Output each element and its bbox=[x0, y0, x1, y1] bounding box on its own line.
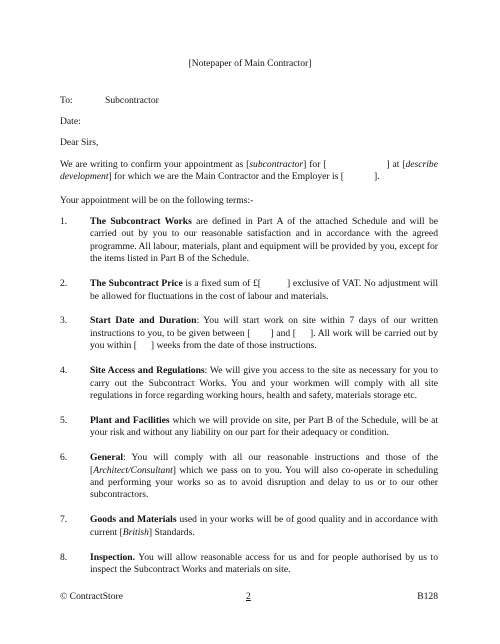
intro-paragraph: We are writing to confirm your appointment as [subcontractor] for [ ] at [describe development] for which we are the Main Contractor and the Employer is [ ]. bbox=[60, 159, 438, 183]
term-8 bbox=[60, 552, 438, 577]
term-text: Site Access and Regulations: We will give you access to the site as necessary for you to carry out the Subcontract Works. You and your workmen will comply with all site regulations in force regarding working hours, health and safety, materials storage etc. bbox=[90, 365, 439, 401]
footer-copyright: © ContractStore bbox=[60, 591, 123, 602]
term-text: Inspection. You will allow reasonable access for us and for people authorised by us to inspect the Subcontract Works and materials on site. bbox=[90, 551, 438, 576]
term-number: 3. bbox=[60, 315, 68, 327]
header-note: [Notepaper of Main Contractor] bbox=[188, 58, 312, 69]
term-1 bbox=[60, 216, 438, 266]
to-value: Subcontractor bbox=[105, 95, 159, 106]
footer-document-code: B128 bbox=[417, 591, 438, 602]
term-5 bbox=[60, 415, 438, 440]
term-number: 6. bbox=[60, 452, 68, 464]
term-text: The Subcontract Works are defined in Part A of the attached Schedule and will be carried out by you to our reasonable satisfaction and in accordance with the agreed programme. All labour, materials, plant and equipment will be provided by you, except for the items listed in Part B of the Schedule. bbox=[90, 216, 439, 265]
term-6 bbox=[60, 452, 438, 502]
term-number: 5. bbox=[60, 414, 68, 426]
term-text: Plant and Facilities which we will provide on site, per Part B of the Schedule, will be at your risk and without any liability on our part for their adequacy or condition. bbox=[90, 414, 438, 439]
term-number: 7. bbox=[60, 514, 68, 526]
term-number: 4. bbox=[60, 365, 68, 377]
term-4 bbox=[60, 365, 438, 402]
term-text: General: You will comply with all our reasonable instructions and those of the [Architect/Consultant] which we pass on to you. You will also co-operate in scheduling and performing your works so as to avoid disruption and delay to us or to our other subcontractors. bbox=[90, 452, 438, 501]
term-text: Start Date and Duration: You will start work on site within 7 days of our written instructions to you, to be given between [ ] and [ ]. All work will be carried out by you within [ ] weeks from the date of those instructions. bbox=[90, 315, 438, 352]
term-3 bbox=[60, 315, 438, 352]
term-2 bbox=[60, 278, 438, 303]
term-text: The Subcontract Price is a fixed sum of £[ ] exclusive of VAT. No adjustment will be allowed for fluctuations in the cost of labour and materials. bbox=[90, 278, 438, 302]
page-footer bbox=[60, 591, 438, 605]
term-number: 1. bbox=[60, 216, 68, 227]
term-7 bbox=[60, 514, 438, 539]
terms-list bbox=[60, 216, 438, 589]
salutation: Dear Sirs, bbox=[60, 137, 99, 148]
terms-intro: Your appointment will be on the following terms:- bbox=[60, 195, 254, 206]
term-number: 2. bbox=[60, 278, 68, 290]
footer-page-number: 2 bbox=[246, 591, 251, 602]
term-number: 8. bbox=[60, 551, 68, 563]
to-line bbox=[60, 95, 159, 107]
to-label: To: bbox=[60, 95, 73, 106]
term-text: Goods and Materials used in your works will be of good quality and in accordance with current [British] Standards. bbox=[90, 514, 438, 538]
date-line: Date: bbox=[60, 116, 81, 127]
